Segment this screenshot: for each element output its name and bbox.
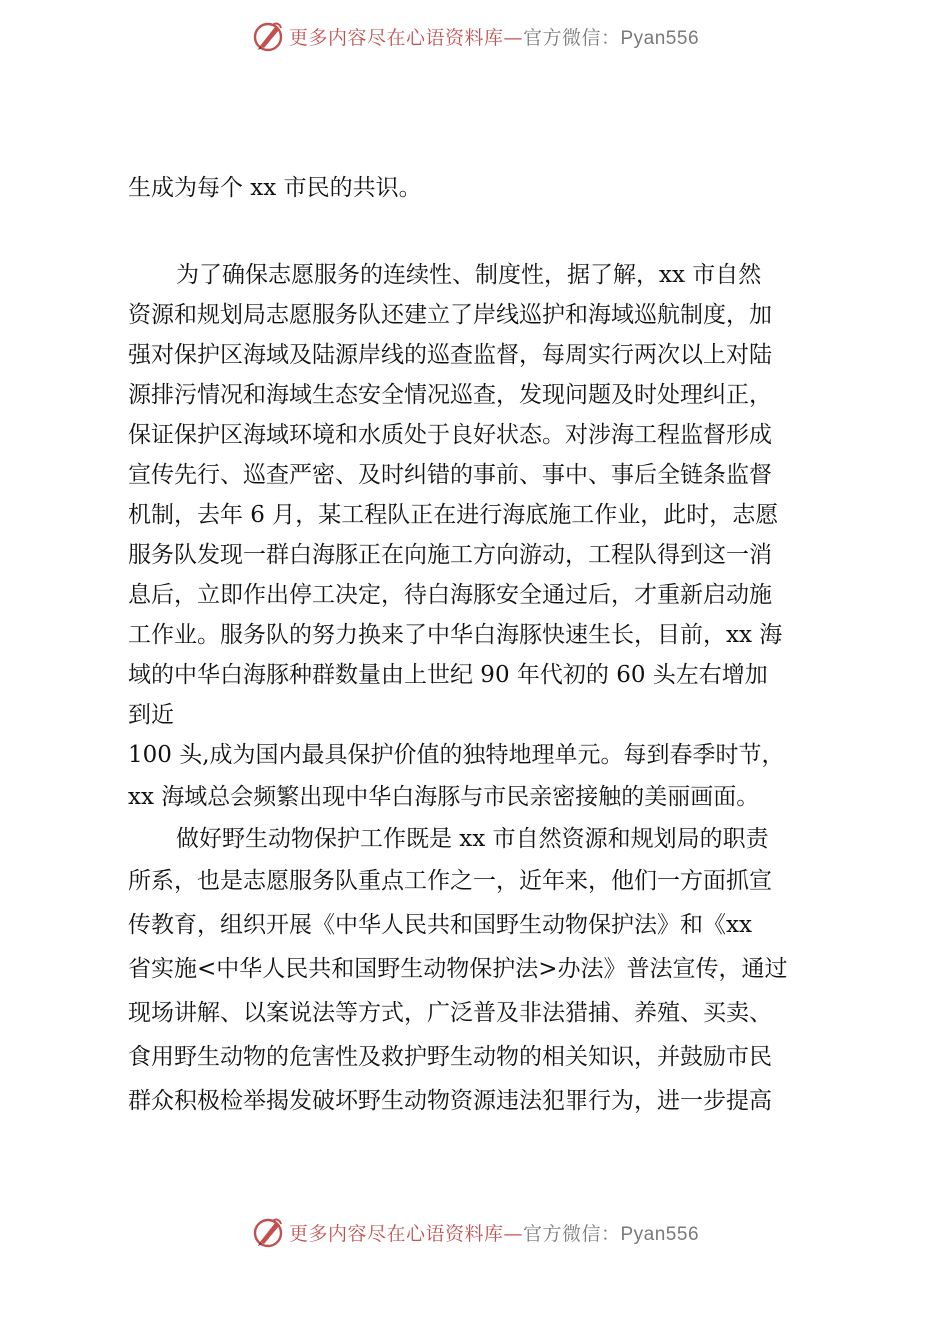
text-line: 服务队发现一群白海豚正在向施工方向游动，工程队得到这一消 <box>128 542 772 568</box>
text-line: 群众积极检举揭发破坏野生动物资源违法犯罪行为，进一步提高 <box>128 1088 772 1114</box>
text-line: 所系，也是志愿服务队重点工作之一，近年来，他们一方面抓宣 <box>128 868 772 894</box>
footer-brand: 更多内容尽在心语资料库 <box>288 1222 504 1245</box>
text-line: 工作业。服务队的努力换来了中华白海豚快速生长，目前，xx 海 <box>128 622 783 648</box>
text-line: 宣传先行、巡查严密、及时纠错的事前、事中、事后全链条监督 <box>128 462 772 488</box>
footer-text <box>289 1219 699 1246</box>
text-line: 到近 <box>128 702 174 728</box>
footer-banner <box>0 1212 950 1252</box>
text-line: 生成为每个 xx 市民的共识。 <box>128 175 422 201</box>
text-line: 现场讲解、以案说法等方式，广泛普及非法猎捕、养殖、买卖、 <box>128 1000 772 1026</box>
paragraph-first-line: 做好野生动物保护工作既是 xx 市自然资源和规划局的职责 <box>176 826 769 852</box>
footer-dash: — <box>503 1222 523 1245</box>
text-line: 食用野生动物的危害性及救护野生动物的相关知识，并鼓励市民 <box>128 1044 772 1070</box>
text-line: 100 头,成为国内最具保护价值的独特地理单元。每到春季时节， <box>128 742 785 768</box>
text-line: 源排污情况和海域生态安全情况巡查，发现问题及时处理纠正， <box>128 382 772 408</box>
text-line: 资源和规划局志愿服务队还建立了岸线巡护和海域巡航制度，加 <box>128 302 772 328</box>
text-line: xx 海域总会频繁出现中华白海豚与市民亲密接触的美丽画面。 <box>128 784 760 810</box>
header-wechat-id: Pyan556 <box>620 27 700 49</box>
footer-wechat-label: 官方微信： <box>522 1222 621 1245</box>
paragraph-first-line: 为了确保志愿服务的连续性、制度性，据了解，xx 市自然 <box>176 262 762 288</box>
footer-wechat-id: Pyan556 <box>620 1223 700 1245</box>
pen-circle-logo-icon <box>251 19 285 53</box>
header-banner <box>0 16 950 56</box>
text-line: 传教育，组织开展《中华人民共和国野生动物保护法》和《xx <box>128 912 752 938</box>
pen-circle-logo-icon <box>251 1215 285 1249</box>
header-wechat-label: 官方微信： <box>522 26 621 49</box>
text-line: 保证保护区海域环境和水质处于良好状态。对涉海工程监督形成 <box>128 422 772 448</box>
header-dash: — <box>503 26 523 49</box>
text-line: 息后，立即作出停工决定，待白海豚安全通过后，才重新启动施 <box>128 582 772 608</box>
text-line: 域的中华白海豚种群数量由上世纪 90 年代初的 60 头左右增加 <box>128 662 768 688</box>
header-brand: 更多内容尽在心语资料库 <box>288 26 504 49</box>
header-text <box>289 23 699 50</box>
text-line: 省实施<中华人民共和国野生动物保护法>办法》普法宣传，通过 <box>128 956 788 982</box>
text-line: 强对保护区海域及陆源岸线的巡查监督，每周实行两次以上对陆 <box>128 342 772 368</box>
text-line: 机制，去年 6 月，某工程队正在进行海底施工作业，此时，志愿 <box>128 502 779 528</box>
